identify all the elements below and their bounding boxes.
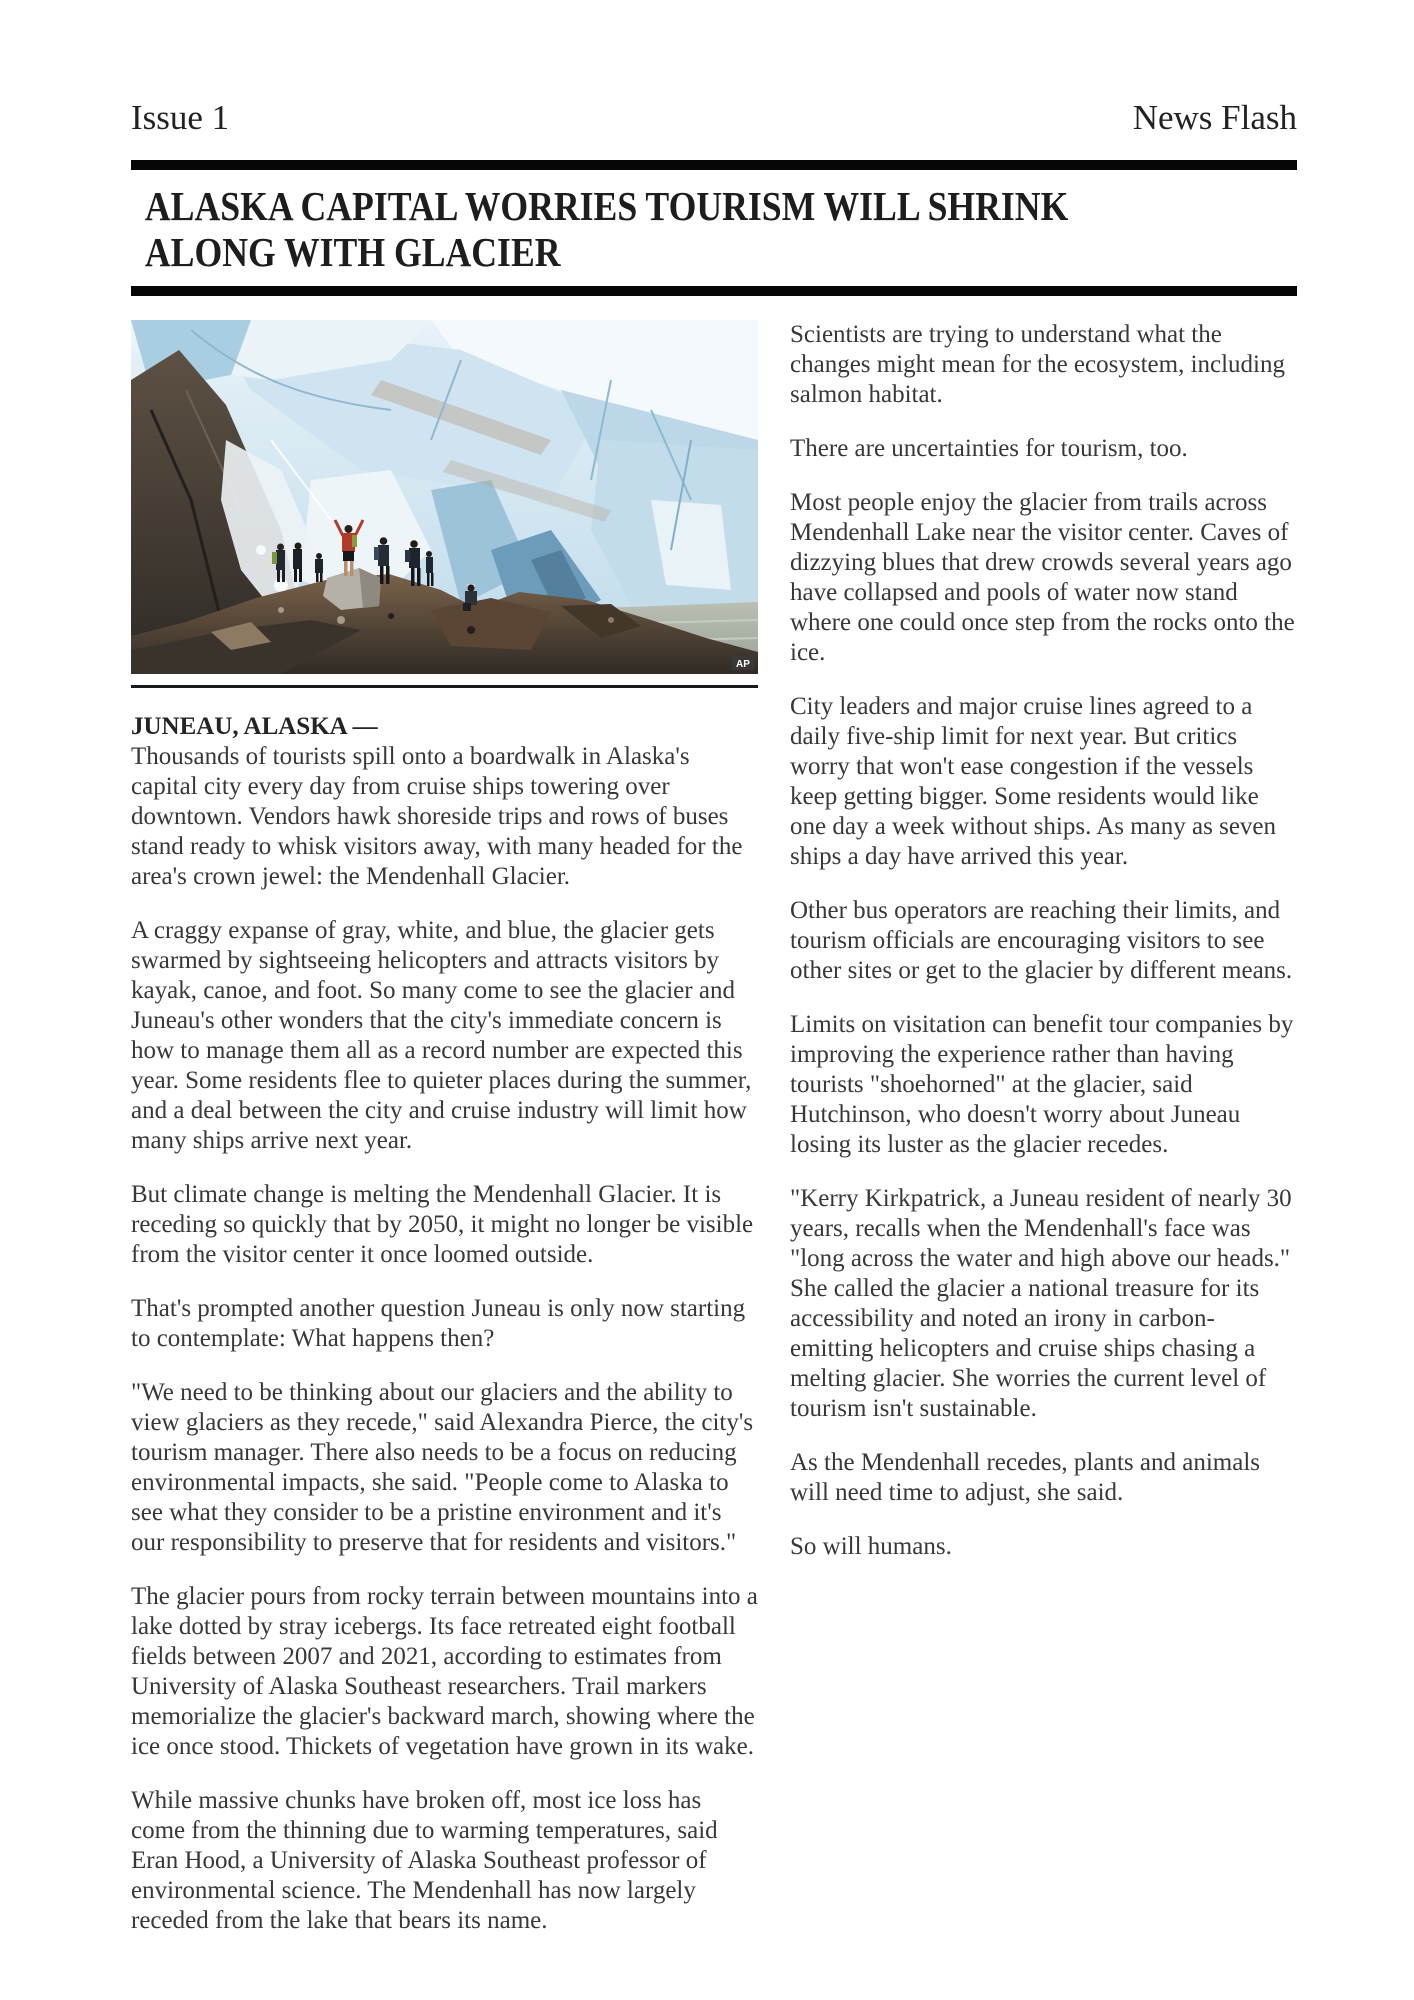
headline: ALASKA CAPITAL WORRIES TOURISM WILL SHRINK ALONG WITH GLACIER [144, 183, 1069, 275]
article-paragraph: While massive chunks have broken off, most ice loss has come from the thinning due to warming temperatures, said Eran Hood, a University of Alaska Southeast professor of environmental science. The Mendenhall has now largely receded from the lake that bears its name. [131, 1787, 718, 1934]
masthead-title: News Flash [1132, 98, 1297, 137]
article-paragraph [131, 712, 758, 892]
paragraph-text: Thousands of tourists spill onto a boardwalk in Alaska's capital city every day from cruise ships towering over downtown. Vendors hawk shoreside trips and rows of buses stand ready to whisk visitors away, with many headed for the area's crown jewel: the Mendenhall Glacier. [131, 743, 743, 890]
article-paragraph: So will humans. [790, 1533, 952, 1560]
photo-credit-badge [732, 656, 754, 670]
photo-credit-text: AP [736, 659, 750, 670]
glacier-photo-illustration [131, 320, 758, 674]
article-paragraph: "Kerry Kirkpatrick, a Juneau resident of nearly 30 years, recalls when the Mendenhall's face was "long across the water and high above our heads." She called the glacier a national treasure for its accessibility and noted an irony in carbon-emitting helicopters and cruise ships chasing a melting glacier. She worries the current level of tourism isn't sustainable. [790, 1185, 1292, 1422]
article-body [131, 320, 1297, 1960]
article-photo [131, 320, 758, 688]
headline-rule-top [131, 160, 1297, 170]
article-paragraph: As the Mendenhall recedes, plants and animals will need time to adjust, she said. [790, 1449, 1260, 1506]
article-paragraph: A craggy expanse of gray, white, and blue, the glacier gets swarmed by sightseeing helicopters and attracts visitors by kayak, canoe, and foot. So many come to see the glacier and Juneau's other wonders that the city's immediate concern is how to manage them all as a record number are expected this year. Some residents flee to quieter places during the summer, and a deal between the city and cruise industry will limit how many ships arrive next year. [131, 917, 752, 1154]
headline-rule-bottom [131, 286, 1297, 296]
article-paragraph: That's prompted another question Juneau is only now starting to contemplate: What happens then? [131, 1295, 746, 1352]
article-paragraph: Most people enjoy the glacier from trails across Mendenhall Lake near the visitor center. Caves of dizzying blues that drew crowds several years ago have collapsed and pools of water now stand where one could once step from the rocks onto the ice. [790, 489, 1295, 666]
article-paragraph: Other bus operators are reaching their limits, and tourism officials are encouraging visitors to see other sites or get to the glacier by different means. [790, 897, 1293, 984]
right-column [790, 320, 1297, 1960]
newsletter-page [131, 0, 1297, 1960]
article-paragraph: City leaders and major cruise lines agreed to a daily five-ship limit for next year. But critics worry that won't ease congestion if the vessels keep getting bigger. Some residents would like one day a week without ships. As many as seven ships a day have arrived this year. [790, 693, 1277, 870]
article-paragraph: Scientists are trying to understand what the changes might mean for the ecosystem, including salmon habitat. [790, 321, 1286, 408]
left-column [131, 320, 758, 1960]
article-paragraph: There are uncertainties for tourism, too. [790, 435, 1188, 462]
article-paragraph: But climate change is melting the Mendenhall Glacier. It is receding so quickly that by 2050, it might no longer be visible from the visitor center it once loomed outside. [131, 1181, 754, 1268]
article-paragraph: The glacier pours from rocky terrain between mountains into a lake dotted by stray icebergs. Its face retreated eight football fields between 2007 and 2021, according to estimates from University of Alaska Southeast researchers. Trail markers memorialize the glacier's backward march, showing where the ice once stood. Thickets of vegetation have grown in its wake. [131, 1583, 758, 1760]
article-paragraph: Limits on visitation can benefit tour companies by improving the experience rather than having tourists "shoehorned" at the glacier, said Hutchinson, who doesn't worry about Juneau losing its luster as the glacier recedes. [790, 1011, 1294, 1158]
dateline: JUNEAU, ALASKA — [131, 713, 378, 740]
masthead [131, 98, 1297, 138]
issue-label: Issue 1 [131, 98, 230, 137]
article-paragraph: "We need to be thinking about our glaciers and the ability to view glaciers as they recede," said Alexandra Pierce, the city's tourism manager. There also needs to be a focus on reducing environmental impacts, she said. "People come to Alaska to see what they consider to be a pristine environment and it's our responsibility to preserve that for residents and visitors." [131, 1379, 754, 1556]
